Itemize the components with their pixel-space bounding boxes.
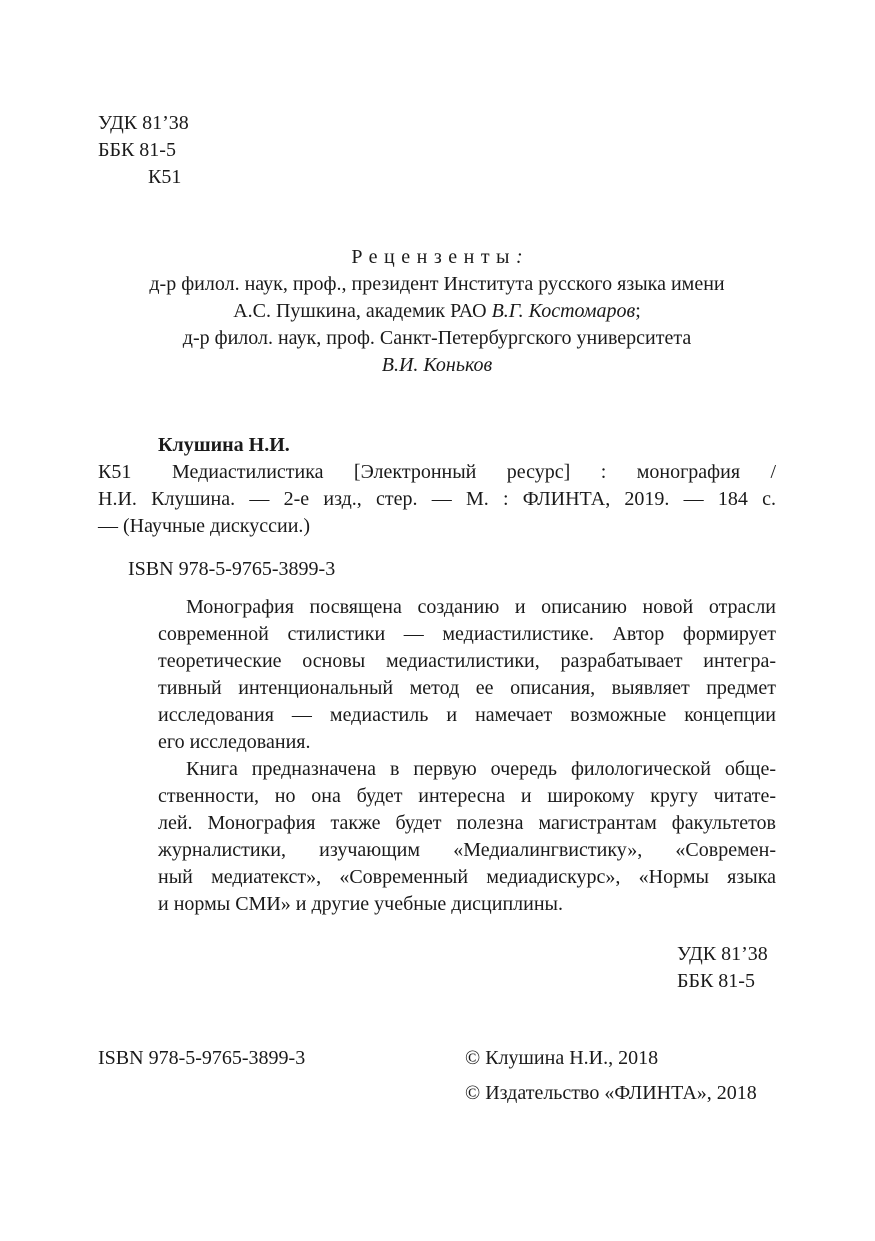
- abstract-line: его исследования.: [158, 731, 311, 753]
- reviewer-line-1: д-р филол. наук, проф., президент Института русского языка имени: [149, 273, 725, 295]
- abstract-line: ственности, но она будет интересна и широкому кругу читате-: [158, 785, 776, 807]
- reviewers-title: Рецензенты: [351, 246, 516, 268]
- bbk-footer: ББК 81-5: [677, 970, 755, 992]
- copyright-publisher: © Издательство «ФЛИНТА», 2018: [465, 1082, 757, 1104]
- author-mark-header: К51: [148, 166, 182, 188]
- abstract-line: исследования — медиастиль и намечает возможные концепции: [158, 704, 776, 726]
- copyright-author: © Клушина Н.И., 2018: [465, 1047, 659, 1069]
- reviewer-line-2: [60, 298, 814, 325]
- reviewer-name-kostomarov: В.Г. Костомаров: [491, 300, 636, 322]
- udk-header: УДК 81’38: [98, 112, 189, 134]
- reviewer-name-konkov: В.И. Коньков: [381, 354, 493, 376]
- reviewers-heading: [60, 244, 814, 271]
- abstract-line: современной стилистики — медиастилистике. Автор формирует: [158, 623, 776, 645]
- catalog-line-1: Медиастилистика [Электронный ресурс] : монография /: [172, 461, 776, 483]
- catalog-author: Клушина Н.И.: [158, 434, 290, 456]
- abstract-paragraph-2: [158, 756, 776, 918]
- abstract-line: тивный интенциональный метод ее описания, выявляет предмет: [158, 677, 776, 699]
- catalog-line-2: Н.И. Клушина. — 2-е изд., стер. — М. : ФЛИНТА, 2019. — 184 с.: [98, 488, 776, 510]
- abstract-line: журналистики, изучающим «Медиалингвистику», «Современ-: [158, 839, 776, 861]
- catalog-line-3: — (Научные дискуссии.): [98, 515, 311, 537]
- abstract-line: и нормы СМИ» и другие учебные дисциплины.: [158, 893, 563, 915]
- abstract-line: ный медиатекст», «Современный медиадискурс», «Нормы языка: [158, 866, 776, 888]
- bbk-header: ББК 81-5: [98, 139, 176, 161]
- abstract-paragraph-1: [158, 594, 776, 756]
- isbn-footer: ISBN 978-5-9765-3899-3: [98, 1047, 306, 1069]
- reviewer-semicolon: ;: [635, 300, 641, 322]
- abstract-line: лей. Монография также будет полезна магистрантам факультетов: [158, 812, 776, 834]
- udk-footer: УДК 81’38: [677, 943, 768, 965]
- abstract-line: теоретические основы медиастилистики, разрабатывает интегра-: [158, 650, 776, 672]
- abstract-line: Монография посвящена созданию и описанию новой отрасли: [186, 596, 776, 618]
- reviewer-affiliation: А.С. Пушкина, академик РАО: [233, 300, 492, 322]
- reviewers-colon: :: [516, 246, 523, 268]
- catalog-mark: К51: [98, 461, 132, 483]
- reviewer-line-3: д-р филол. наук, проф. Санкт-Петербургского университета: [182, 327, 692, 349]
- abstract-line: Книга предназначена в первую очередь филологической обще-: [186, 758, 776, 780]
- catalog-isbn: ISBN 978-5-9765-3899-3: [128, 558, 336, 580]
